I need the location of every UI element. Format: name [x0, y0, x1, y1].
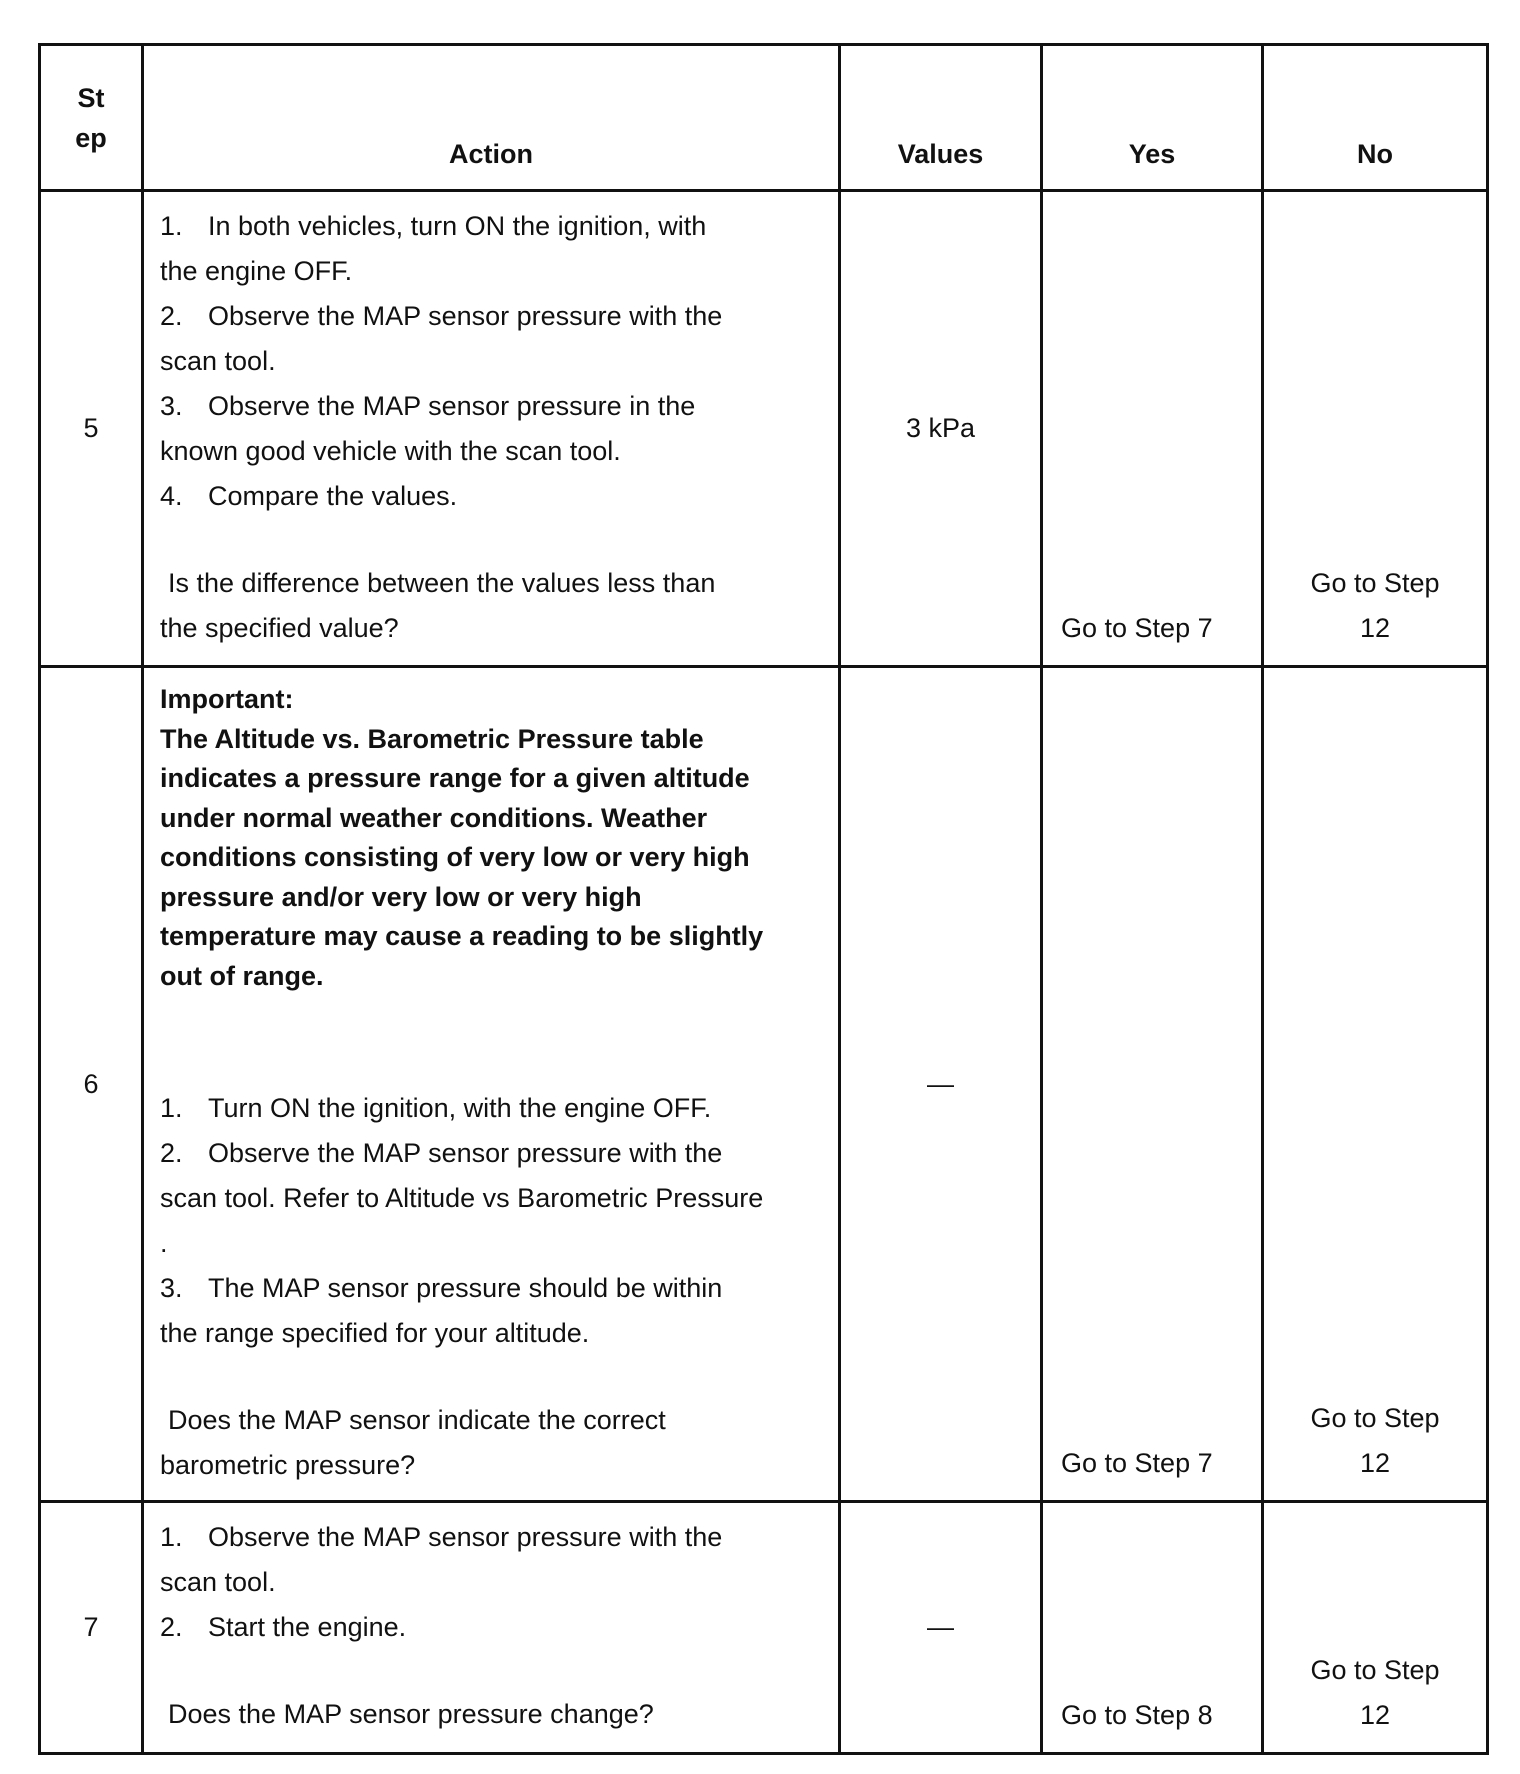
action-item [160, 1131, 824, 1176]
action-text: Observe the MAP sensor pressure with the [208, 1138, 723, 1168]
question [160, 1398, 824, 1488]
action-item [160, 1266, 824, 1311]
action-text: Turn ON the ignition, with the engine OFF. [208, 1093, 712, 1123]
step-number: 6 [40, 667, 143, 1502]
step-number: 5 [40, 191, 143, 667]
header-no: No [1263, 45, 1488, 191]
action-num: 3. [160, 1273, 183, 1303]
action-text: Compare the values. [208, 481, 458, 511]
yes-cell: Go to Step 7 [1042, 667, 1263, 1502]
action-num: 4. [160, 481, 183, 511]
action-cell [143, 1502, 840, 1754]
important-text: The Altitude vs. Barometric Pressure table indicates a pressure range for a given altitude under normal weather conditions. Weather conditions consisting of very low or very high pressure and/or very low or very high temperature may cause a reading to be slightly out of range. [160, 723, 764, 991]
action-item-cont: scan tool. [160, 1567, 276, 1597]
action-text: Observe the MAP sensor pressure with the [208, 301, 723, 331]
question [160, 1692, 824, 1737]
value-cell: — [840, 667, 1042, 1502]
question-line1: Does the MAP sensor pressure change? [168, 1699, 654, 1729]
action-item-dot: . [160, 1228, 168, 1258]
action-cell [143, 191, 840, 667]
action-text: Observe the MAP sensor pressure with the [208, 1522, 723, 1552]
table-row [40, 191, 1488, 667]
yes-cell: Go to Step 8 [1042, 1502, 1263, 1754]
header-row [40, 45, 1488, 191]
action-num: 1. [160, 211, 183, 241]
no-line2: 12 [1359, 1448, 1391, 1478]
action-text: In both vehicles, turn ON the ignition, with [208, 211, 707, 241]
header-step-line2: ep [75, 122, 107, 153]
action-item [160, 294, 824, 339]
no-line2: 12 [1359, 613, 1391, 643]
action-item [160, 474, 824, 519]
action-item [160, 204, 824, 249]
action-item [160, 384, 824, 429]
action-text: Observe the MAP sensor pressure in the [208, 391, 696, 421]
no-cell [1263, 191, 1488, 667]
action-text: Start the engine. [208, 1612, 407, 1642]
action-item-cont: known good vehicle with the scan tool. [160, 436, 621, 466]
action-num: 2. [160, 1612, 183, 1642]
no-line1: Go to Step [1310, 568, 1440, 598]
action-num: 1. [160, 1093, 183, 1123]
header-action: Action [143, 45, 840, 191]
yes-cell: Go to Step 7 [1042, 191, 1263, 667]
no-cell [1263, 667, 1488, 1502]
no-cell [1263, 1502, 1488, 1754]
value-cell: — [840, 1502, 1042, 1754]
action-item [160, 1086, 824, 1131]
action-item-cont: the range specified for your altitude. [160, 1318, 590, 1348]
action-num: 2. [160, 301, 183, 331]
question-line2: barometric pressure? [160, 1450, 416, 1480]
important-title: Important: [160, 684, 294, 714]
question-line1: Is the difference between the values less than [168, 568, 716, 598]
header-step-line1: St [77, 82, 105, 113]
header-values: Values [840, 45, 1042, 191]
question-line1: Does the MAP sensor indicate the correct [168, 1405, 666, 1435]
header-yes: Yes [1042, 45, 1263, 191]
question [160, 561, 824, 651]
action-item [160, 1515, 824, 1560]
value-cell: 3 kPa [840, 191, 1042, 667]
table-row [40, 1502, 1488, 1754]
header-step [40, 45, 143, 191]
action-item [160, 1605, 824, 1650]
no-line1: Go to Step [1310, 1655, 1440, 1685]
action-num: 1. [160, 1522, 183, 1552]
diagnostic-table [38, 43, 1489, 1755]
action-num: 2. [160, 1138, 183, 1168]
action-num: 3. [160, 391, 183, 421]
action-cell [143, 667, 840, 1502]
no-line2: 12 [1359, 1700, 1391, 1730]
table-row [40, 667, 1488, 1502]
action-item-cont: scan tool. Refer to Altitude vs Barometric Pressure [160, 1183, 764, 1213]
no-line1: Go to Step [1310, 1403, 1440, 1433]
question-line2: the specified value? [160, 613, 399, 643]
action-item-cont: the engine OFF. [160, 256, 353, 286]
step-number: 7 [40, 1502, 143, 1754]
action-text: The MAP sensor pressure should be within [208, 1273, 723, 1303]
action-item-cont: scan tool. [160, 346, 276, 376]
